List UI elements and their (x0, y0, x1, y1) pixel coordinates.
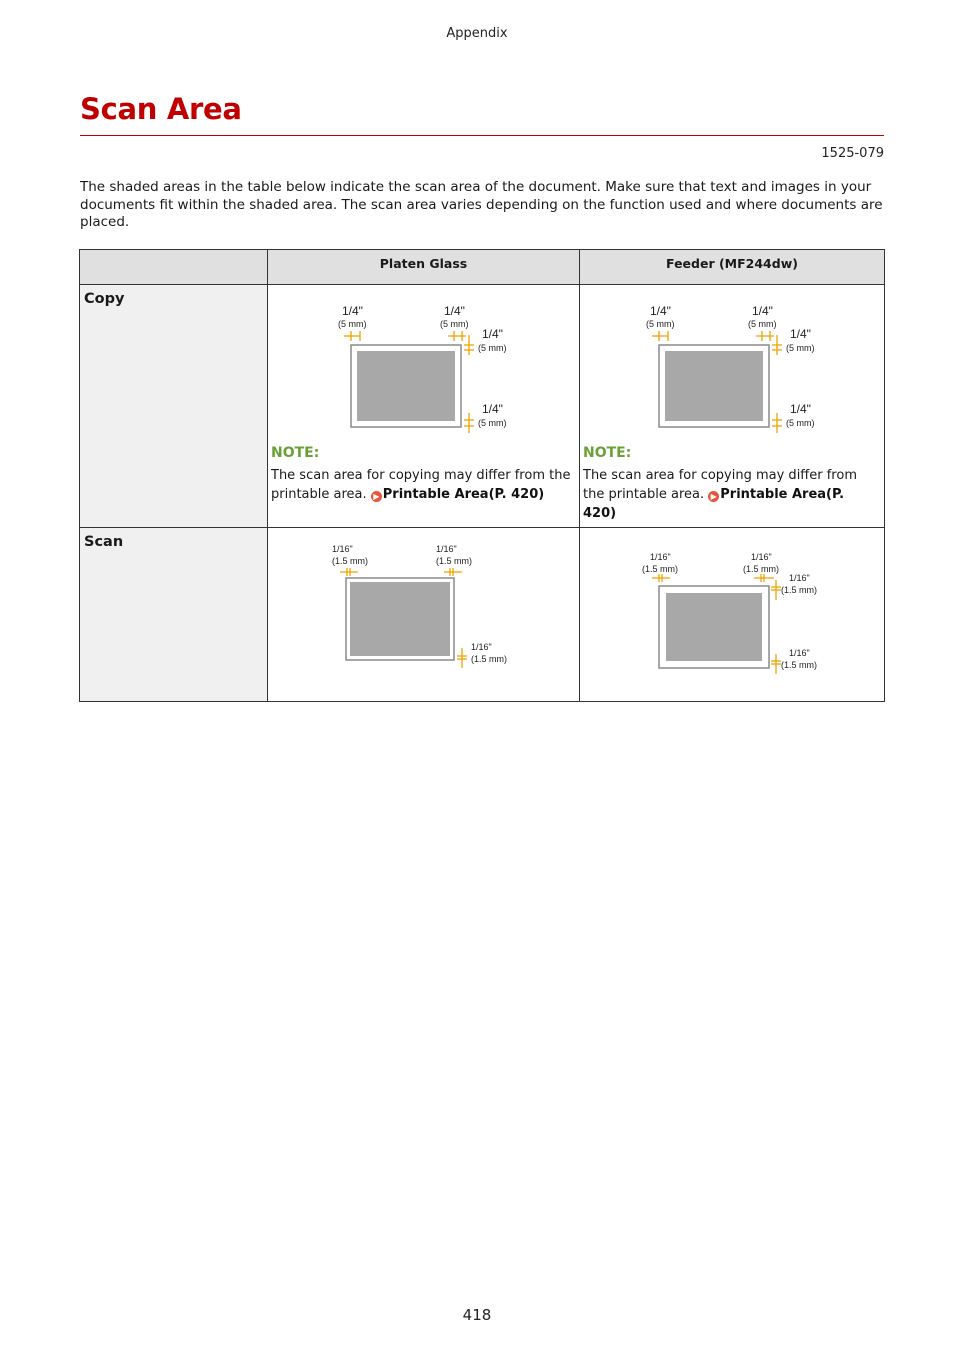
scan-area-table (79, 249, 885, 702)
copy-feeder-top-left-label: 1/4" (650, 304, 671, 318)
scan-platen-bottom-label: 1/16" (471, 642, 492, 652)
copy-platen-shaded-area (357, 351, 455, 421)
table-row-scan (80, 528, 885, 702)
note-text: The scan area for copying may differ from the printable area. (583, 468, 857, 502)
scan-platen-bottom-mm: (1.5 mm) (471, 654, 507, 664)
copy-platen-top-left-mm: (5 mm) (338, 319, 367, 329)
link-arrow-icon: ▶ (708, 491, 719, 502)
running-header: Appendix (446, 26, 508, 41)
scan-feeder-cell (580, 528, 885, 702)
copy-platen-top-right-label: 1/4" (444, 304, 465, 318)
copy-platen-bottom-label: 1/4" (482, 402, 503, 416)
scan-platen-cell (268, 528, 580, 702)
copy-feeder-shaded-area (665, 351, 763, 421)
copy-feeder-diagram (580, 285, 883, 445)
scan-platen-top-left-label: 1/16" (332, 544, 353, 554)
page-title: Scan Area (80, 92, 242, 126)
table-header-row (80, 250, 885, 285)
copy-platen-note (268, 445, 579, 504)
scan-platen-top-right-mm: (1.5 mm) (436, 556, 472, 566)
scan-feeder-top-right-label: 1/16" (751, 552, 772, 562)
copy-feeder-right-label: 1/4" (790, 327, 811, 341)
column-header-feeder: Feeder (MF244dw) (580, 250, 885, 285)
column-header-platen: Platen Glass (268, 250, 580, 285)
link-arrow-icon: ▶ (371, 491, 382, 502)
scan-feeder-top-left-mm: (1.5 mm) (642, 564, 678, 574)
scan-feeder-diagram (580, 528, 883, 678)
scan-platen-top-left-mm: (1.5 mm) (332, 556, 368, 566)
printable-area-link[interactable]: ▶ Printable Area(P. 420) (371, 487, 544, 502)
scan-platen-top-right-label: 1/16" (436, 544, 457, 554)
copy-feeder-bottom-label: 1/4" (790, 402, 811, 416)
copy-platen-top-right-mm: (5 mm) (440, 319, 469, 329)
scan-feeder-top-right-mm: (1.5 mm) (743, 564, 779, 574)
row-label-copy: Copy (80, 285, 268, 528)
copy-feeder-cell (580, 285, 885, 528)
printable-area-link[interactable]: ▶ Printable Area(P. 420) (583, 487, 845, 521)
intro-paragraph: The shaded areas in the table below indicate the scan area of the document. Make sure that text and images in your documents fit within the shaded area. The scan area varies depending on the function used and where documents are placed. (80, 179, 883, 230)
copy-feeder-top-right-label: 1/4" (752, 304, 773, 318)
column-header-empty (80, 250, 268, 285)
scan-platen-shaded-area (350, 582, 450, 656)
note-title: NOTE: (271, 445, 320, 461)
scan-platen-diagram (268, 528, 578, 678)
copy-platen-diagram (268, 285, 578, 445)
copy-feeder-top-right-mm: (5 mm) (748, 319, 777, 329)
table-row-copy (80, 285, 885, 528)
note-text: The scan area for copying may differ from the printable area. (271, 468, 571, 502)
copy-platen-bottom-mm: (5 mm) (478, 418, 507, 428)
note-title: NOTE: (583, 445, 632, 461)
copy-feeder-bottom-mm: (5 mm) (786, 418, 815, 428)
copy-platen-top-left-label: 1/4" (342, 304, 363, 318)
scan-feeder-right-label: 1/16" (789, 573, 810, 583)
document-id: 1525-079 (821, 146, 884, 161)
title-rule (80, 135, 884, 136)
scan-feeder-right-mm: (1.5 mm) (781, 585, 817, 595)
row-label-scan: Scan (80, 528, 268, 702)
copy-platen-cell (268, 285, 580, 528)
copy-feeder-top-left-mm: (5 mm) (646, 319, 675, 329)
page-number: 418 (462, 1306, 492, 1324)
scan-feeder-shaded-area (666, 593, 762, 661)
copy-platen-right-mm: (5 mm) (478, 343, 507, 353)
copy-platen-right-label: 1/4" (482, 327, 503, 341)
scan-feeder-bottom-mm: (1.5 mm) (781, 660, 817, 670)
copy-feeder-note (580, 445, 884, 523)
copy-feeder-right-mm: (5 mm) (786, 343, 815, 353)
scan-feeder-bottom-label: 1/16" (789, 648, 810, 658)
scan-feeder-top-left-label: 1/16" (650, 552, 671, 562)
